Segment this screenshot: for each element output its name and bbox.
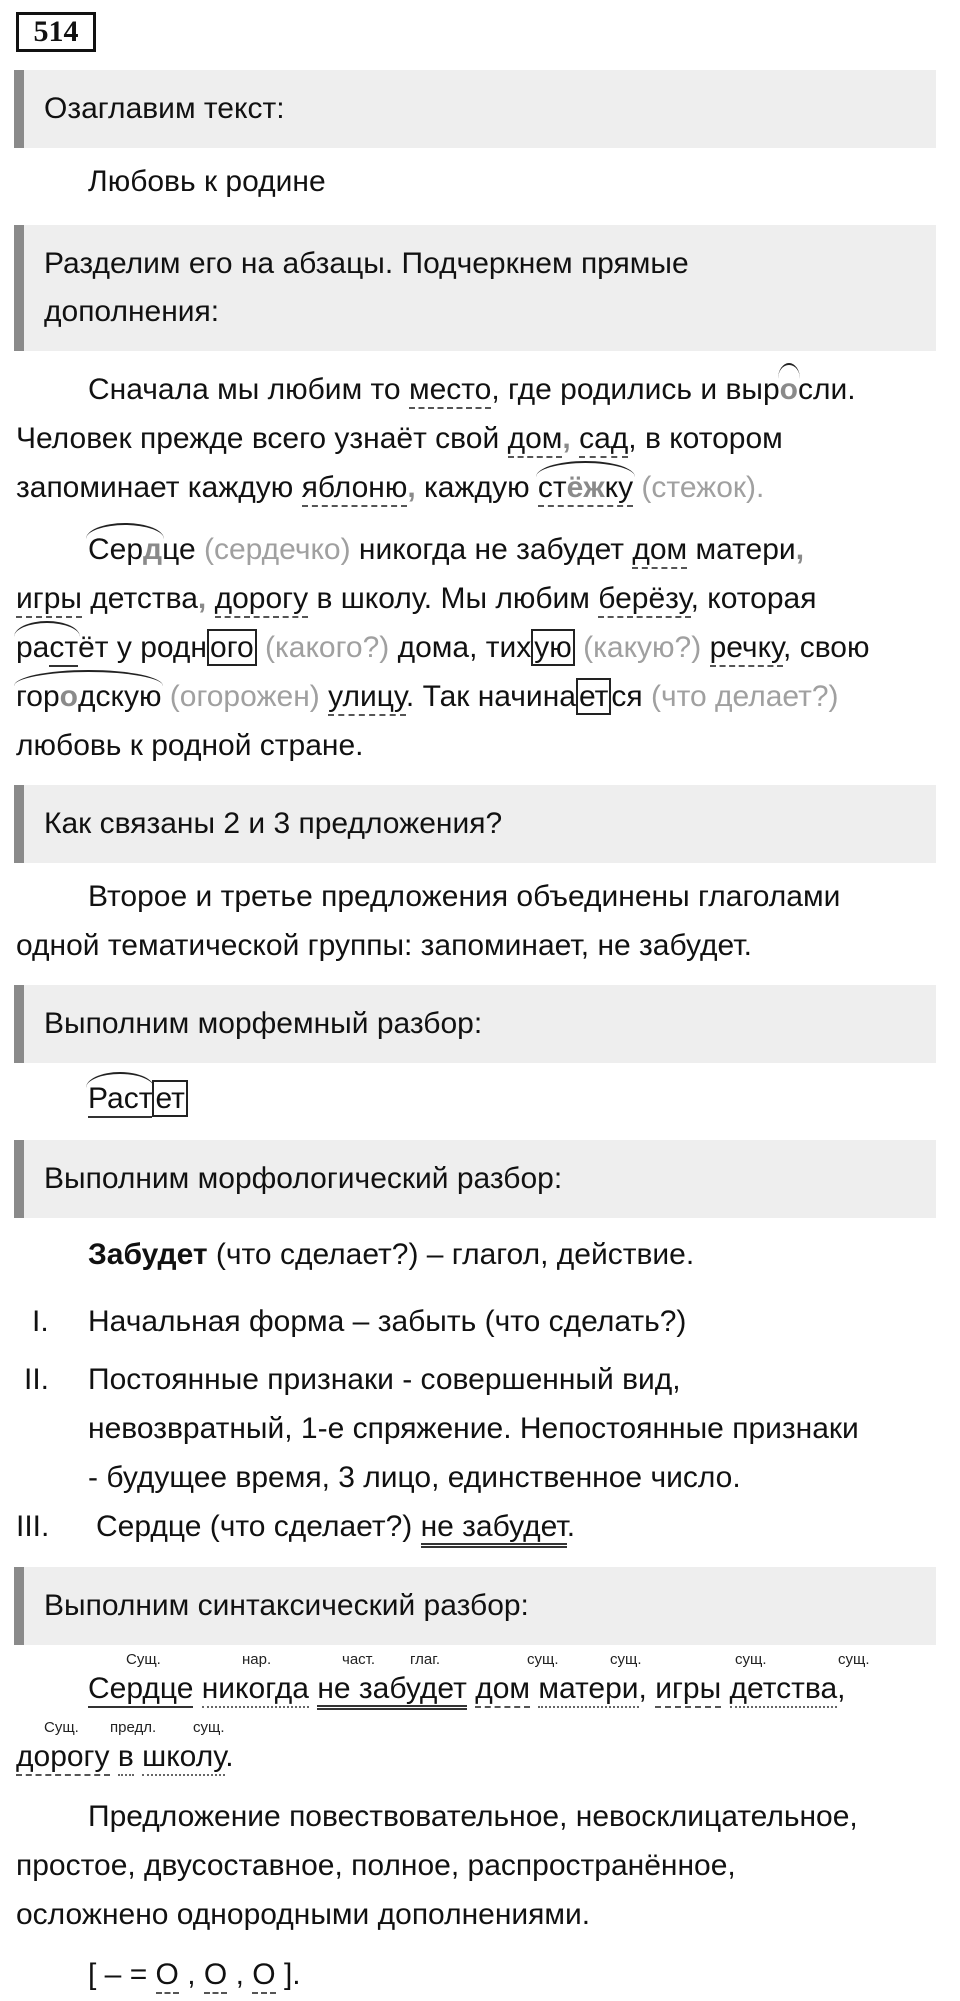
text: гор [16,680,60,713]
object-word: дом [632,533,687,569]
p2-line-2 [16,582,816,616]
text: ся [611,680,643,713]
task-number: 514 [16,12,96,52]
comma-mark: , [197,582,207,615]
text: , [227,1958,253,1991]
item-2-line-1: Постоянные признаки - совершенный вид, [88,1363,681,1396]
text: ёт у родн [78,631,208,664]
comma-mark: , [795,533,805,566]
highlight-letter: ё [566,471,584,504]
header-line-2: дополнения: [44,295,220,328]
morpheme-word [88,1082,188,1116]
text: Сначала мы любим то [88,373,409,406]
attribute: школу [142,1740,225,1776]
section-header-title [14,70,936,148]
text [193,1672,201,1705]
question-word: (какую?) [574,631,702,664]
object-word: дом [475,1672,530,1708]
object-word: берёзу [598,582,690,618]
p2-line-1 [88,533,804,567]
object-word: игры [16,582,82,618]
ending-box: ет [576,678,611,715]
section-header-connection [14,785,936,863]
preposition: в [118,1740,134,1776]
text: , [638,1672,656,1705]
text: . [566,1510,576,1543]
question-word: (какого?) [256,631,390,664]
attribute: матери [538,1672,638,1708]
pos-label: сущ. [527,1651,559,1668]
pos-label: част. [342,1651,376,1668]
p1-line-2 [16,422,783,456]
characteristic-line-1: Предложение повествовательное, невосклицательное, [88,1800,858,1833]
pos-label: предл. [110,1719,157,1736]
ending-box: ую [531,629,575,666]
section-header-title-text: Озаглавим текст: [44,92,285,125]
section-header-paragraphs [14,225,936,351]
roman-1: I. [32,1305,49,1338]
text: в школу. Мы любим [308,582,599,615]
text [701,631,709,664]
p1-line-1 [88,373,856,407]
item-2-line-2: невозвратный, 1-е спряжение. Непостоянные признаки [88,1412,859,1445]
pos-label: сущ. [193,1719,225,1736]
pos-label: сущ. [735,1651,767,1668]
object-word: яблоню [302,471,408,507]
text: (что сделает?) – глагол, действие. [207,1238,695,1271]
syntax-line-2 [16,1740,234,1774]
text: ]. [275,1958,301,1991]
object-word: игры [655,1672,721,1708]
characteristic-line-3: осложнено однородными дополнениями. [16,1898,591,1931]
answer3-line-1: Второе и третье предложения объединены глаголами [88,880,841,913]
underlined-letter: т [64,631,78,667]
item-2-line-3: - будущее время, 3 лицо, единственное число. [88,1461,741,1494]
text: . Так начина [405,680,576,713]
text: , где родились и выр [491,373,780,406]
text: детства [81,582,198,615]
p2-line-5: любовь к родной стране. [16,729,364,762]
scheme-object: О [156,1958,179,1994]
item-1-text: Начальная форма – забыть (что сделать?) [88,1305,687,1338]
check-word: (огорожен) [161,680,320,713]
text: , которая [690,582,817,615]
pos-label: Сущ. [44,1719,79,1736]
ending-box: ет [152,1080,187,1117]
text: , [178,1958,204,1991]
section-header-morphology-text: Выполним морфологический разбор: [44,1162,563,1195]
text [467,1672,475,1705]
object-word: сад [579,422,628,458]
adverbial: никогда [202,1672,309,1708]
text: Человек прежде всего узнаёт свой [16,422,508,455]
text: сли. [797,373,856,406]
text: дома, тих [389,631,532,664]
question-word: (что делает?) [642,680,839,713]
pos-label: глаг. [410,1651,441,1668]
scheme-object: О [252,1958,275,1994]
text: , [837,1672,846,1705]
text: , в котором [628,422,783,455]
object-word: дом [508,422,563,458]
attribute: детства [730,1672,838,1708]
text [320,680,328,713]
check-word: (стежок). [633,471,765,504]
object-word: дорогу [16,1740,110,1776]
item-3-text [96,1510,575,1544]
text [206,582,214,615]
p2-line-3 [16,631,870,665]
ending-box: ого [207,629,257,666]
predicate: не забудет [317,1672,467,1710]
text: р [126,533,144,566]
sentence-scheme [88,1958,301,1992]
roman-2: II. [24,1363,50,1396]
root-mark: Раст [88,1082,152,1118]
section-header-syntax-text: Выполним синтаксический разбор: [44,1589,529,1622]
text: запоминает каждую [16,471,302,504]
underlined-letter: с [49,631,64,667]
text: [ – = [88,1958,156,1991]
text: , свою [783,631,870,664]
text: дскую [77,680,162,713]
highlight-letter: д [143,533,163,566]
subject: Сердце [88,1672,193,1708]
section-header-morpheme-text: Выполним морфемный разбор: [44,1007,483,1040]
morphology-intro [88,1238,694,1272]
pos-label: сущ. [838,1651,870,1668]
pos-label: сущ. [610,1651,642,1668]
text: ст [537,471,567,504]
title-answer: Любовь к родине [88,165,326,198]
highlight-letter: о [59,680,78,713]
text [110,1740,118,1773]
section-header-morphology [14,1140,936,1218]
syntax-line-1 [88,1672,845,1706]
p1-line-3 [16,471,764,505]
analysed-word: Забудет [88,1238,208,1271]
section-header-connection-text: Как связаны 2 и 3 предложения? [44,807,503,840]
root-vowel: о [779,373,798,406]
pos-label: нар. [242,1651,272,1668]
text: Сердце (что сделает?) [96,1510,421,1543]
roman-3: III. [16,1510,50,1543]
check-word: (сердечко) [195,533,351,566]
text: никогда не забудет [350,533,633,566]
highlight-letter: ж [583,471,605,504]
characteristic-line-2: простое, двусоставное, полное, распространённое, [16,1849,736,1882]
comma-mark: , [562,422,571,455]
comma-mark: , [407,471,416,504]
predicate: не забудет [421,1510,567,1548]
text [571,422,579,455]
text [721,1672,729,1705]
text: ра [16,631,50,664]
header-line-1: Разделим его на абзацы. Подчеркнем прямые [44,247,689,280]
object-word: улицу [328,680,406,716]
text: ку [604,471,634,504]
scheme-object: О [204,1958,227,1994]
text: це [162,533,196,566]
object-word: место [409,373,491,409]
text: Се [88,533,127,566]
section-header-morpheme [14,985,936,1063]
object-word: дорогу [215,582,309,618]
pos-label: Сущ. [126,1651,161,1668]
answer3-line-2: одной тематической группы: запоминает, не забудет. [16,929,752,962]
text [134,1740,142,1773]
object-word: речку [710,631,783,667]
p2-line-4 [16,680,839,714]
section-header-syntax [14,1567,936,1645]
text: каждую [415,471,538,504]
text: . [225,1740,234,1773]
text: матери [687,533,796,566]
